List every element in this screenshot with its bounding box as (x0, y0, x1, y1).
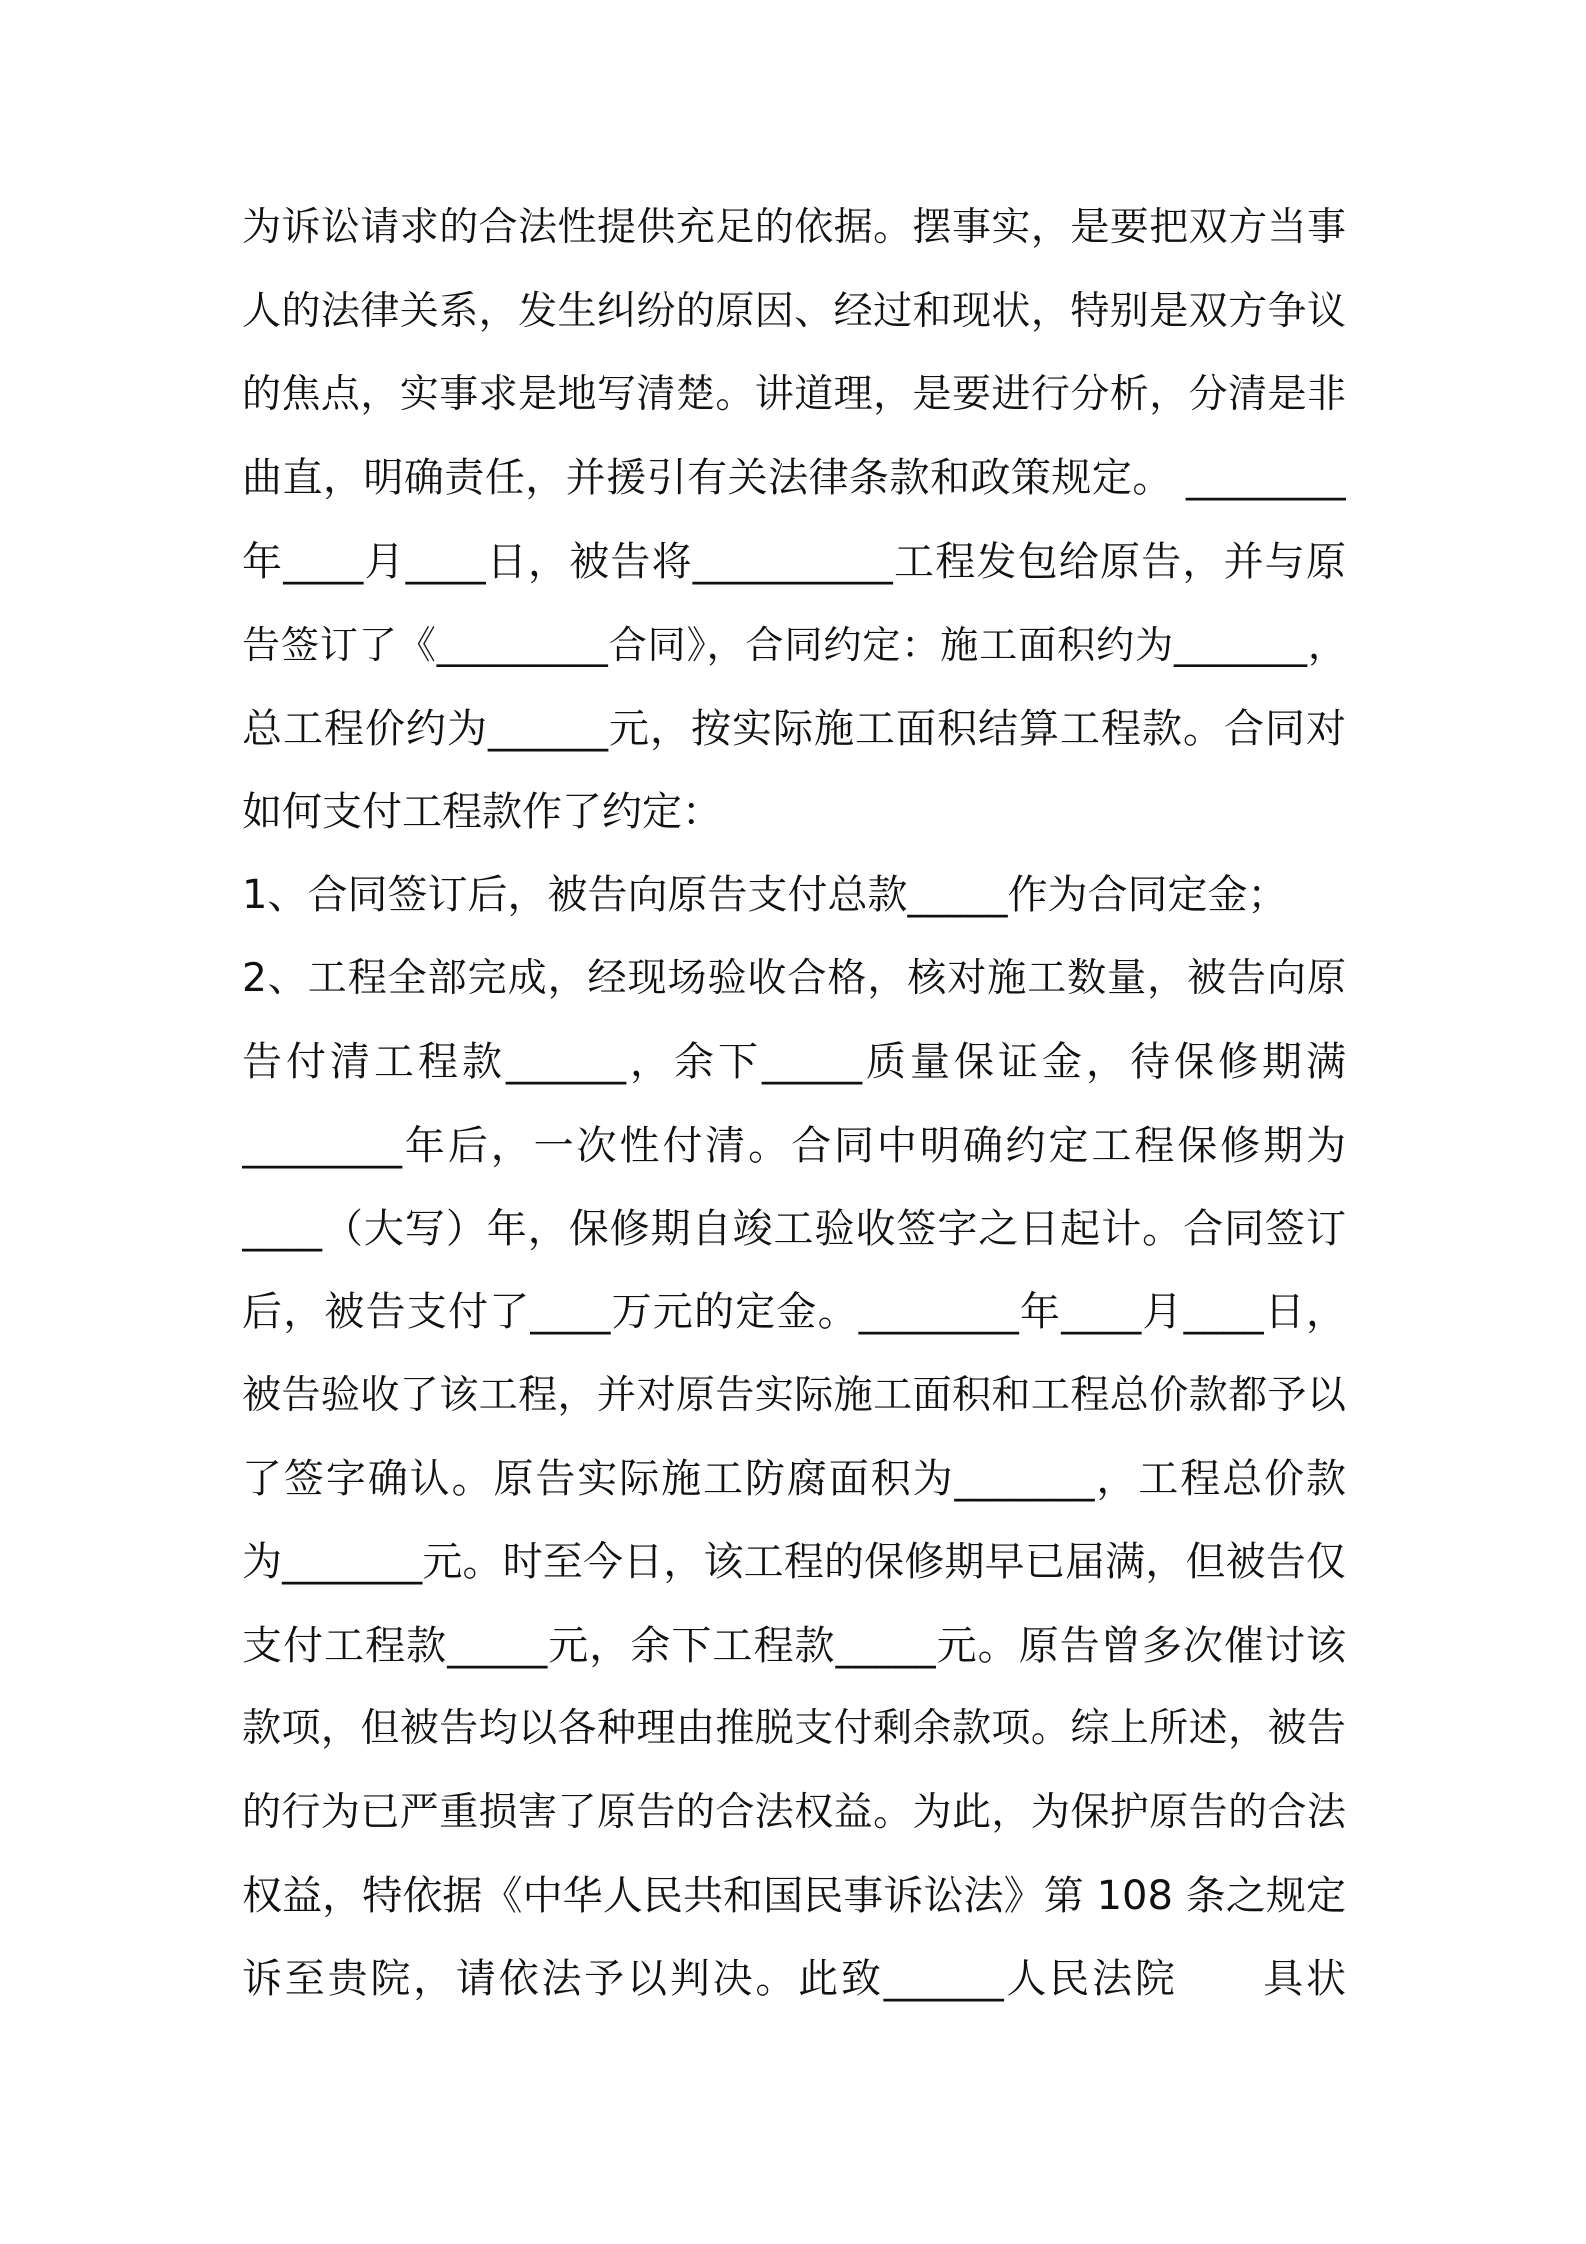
text-line-8: 如何支付工程款作了约定： (242, 789, 722, 835)
text-line-6: 告签订了《_________合同》，合同约定：施工面积约为_______， (242, 623, 1346, 667)
text-line-9: 1、合同签订后，被告向原告支付总款_____作为合同定金； (242, 872, 1288, 918)
text-line-14: 后，被告支付了____万元的定金。________年____月____日， (242, 1289, 1346, 1335)
text-line-5: 年____月____日，被告将__________工程发包给原告，并与原 (242, 539, 1346, 585)
text-line-10: 2、工程全部完成，经现场验收合格，核对施工数量，被告向原 (242, 956, 1346, 1001)
text-line-7: 总工程价约为______元，按实际施工面积结算工程款。合同对 (242, 706, 1346, 752)
text-line-11: 告付清工程款______，余下_____质量保证金，待保修期满 (242, 1039, 1346, 1085)
text-line-18: 支付工程款_____元，余下工程款_____元。原告曾多次催讨该 (242, 1623, 1346, 1669)
text-line-20: 的行为已严重损害了原告的合法权益。为此，为保护原告的合法 (242, 1790, 1346, 1835)
text-line-12: ________年后，一次性付清。合同中明确约定工程保修期为 (242, 1123, 1346, 1169)
text-line-17: 为_______元。时至今日，该工程的保修期早已届满，但被告仅 (242, 1539, 1346, 1585)
text-line-16: 了签字确认。原告实际施工防腐面积为_______，工程总价款 (242, 1456, 1346, 1502)
text-line-3: 的焦点，实事求是地写清楚。讲道理，是要进行分析，分清是非 (242, 372, 1346, 417)
text-line-22: 诉至贵院，请依法予以判决。此致______人民法院 具状 (242, 1956, 1346, 2002)
text-line-1: 为诉讼请求的合法性提供充足的依据。摆事实，是要把双方当事 (242, 205, 1346, 250)
text-line-2: 人的法律关系，发生纠纷的原因、经过和现状，特别是双方争议 (242, 289, 1346, 334)
text-line-13: ____（大写）年，保修期自竣工验收签字之日起计。合同签订 (242, 1206, 1346, 1252)
text-line-4: 曲直，明确责任，并援引有关法律条款和政策规定。 ________ (242, 455, 1346, 501)
text-line-15: 被告验收了该工程，并对原告实际施工面积和工程总价款都予以 (242, 1373, 1346, 1418)
text-line-21: 权益，特依据《中华人民共和国民事诉讼法》第 108 条之规定 (242, 1873, 1346, 1919)
text-line-19: 款项，但被告均以各种理由推脱支付剩余款项。综上所述，被告 (242, 1706, 1346, 1751)
